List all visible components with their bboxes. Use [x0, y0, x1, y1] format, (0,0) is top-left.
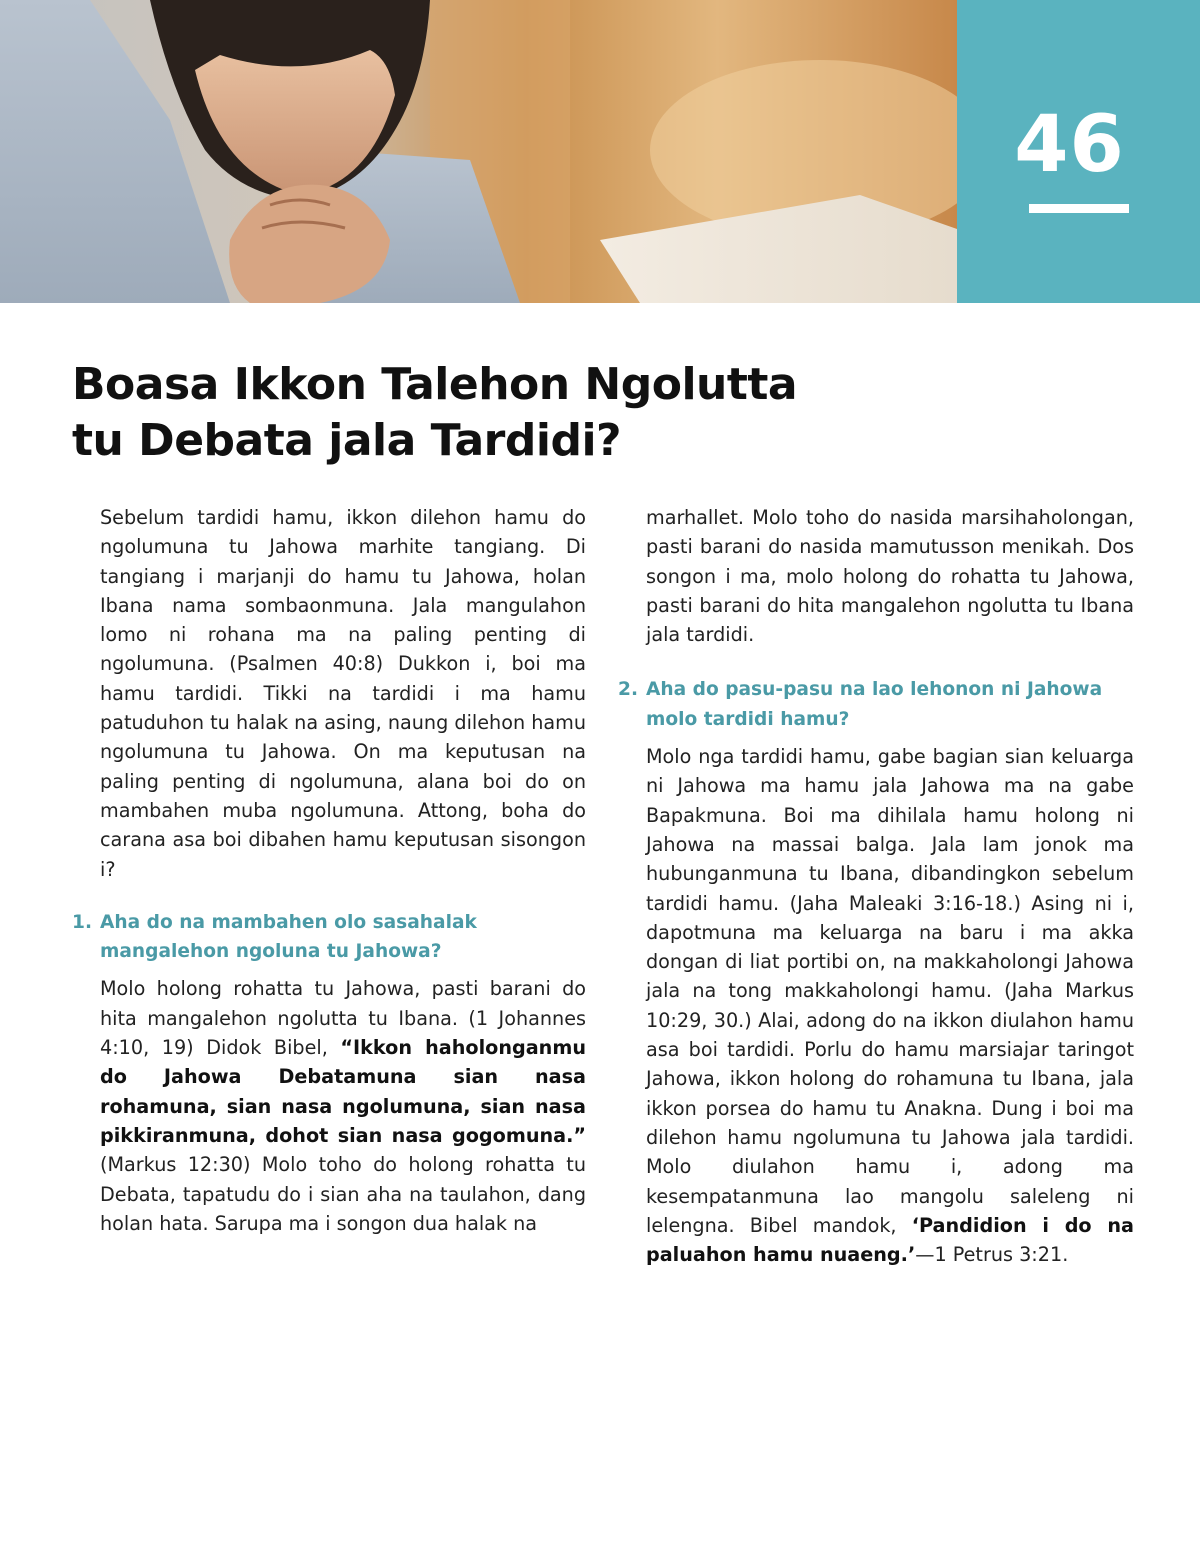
answer-1-scripture-quote: “Ikkon haholonganmu do Jahowa Debatamuna sian nasa rohamuna, sian nasa ngolumuna, sian nasa pikkiranmuna, dohot sian nasa gogomuna.” [100, 1036, 586, 1147]
question-2-text: Aha do pasu-pasu na lao lehonon ni Jahowa molo tardidi hamu? [646, 679, 1103, 730]
answer-1-text-start: Molo holong rohatta tu Jahowa, pasti barani do hita mangalehon ngolutta tu Ibana. (1 Johannes 4:10, 19) Didok Bibel, [100, 977, 586, 1060]
lesson-number: 46 [1014, 100, 1125, 190]
question-1 [72, 908, 586, 967]
answer-1-text-end: (Markus 12:30) Molo toho do holong rohatta tu Debata, tapatudu do i sian aha na taulahon, dang holan hata. Sarupa ma i songon dua halak na [100, 1153, 586, 1235]
lesson-number-underline [1029, 204, 1129, 213]
praying-man-illustration [0, 0, 957, 303]
left-column [72, 503, 586, 1238]
answer-2-scripture-quote: ‘Pandidion i do na paluahon hamu nuaeng.’ [646, 1213, 1134, 1267]
hero-photo [0, 0, 1200, 303]
answer-1-continued: marhallet. Molo toho do nasida marsihaholongan, pasti barani do nasida mamutusson menikah. Dos songon i ma, molo holong do rohatta tu Jahowa, pasti barani do hita mangalehon ngolutta tu Ibana jala tardidi. [646, 506, 1134, 647]
answer-1-paragraph [100, 974, 586, 1238]
answer-2-text-start: Molo nga tardidi hamu, gabe bagian sian keluarga ni Jahowa ma hamu jala Jahowa ma na gabe Bapakmuna. Boi ma dihilala hamu holong ni Jahowa na massai balga. Jala lam jonok ma hubunganmuna tu Ibana, dibandingkon sebelum tardidi hamu. (Jaha Maleaki 3:16-18.) Asing ni i, dapotmuna ma keluarga na baru i ma akka dongan di liat portibi on, na makkaholongi Jahowa jala na tong makkaholongi hamu. (Jaha Markus 10:29, 30.) Alai, adong do na ikkon diulahon hamu asa boi tardidi. Porlu do hamu marsiajar taringot Jahowa, ikkon holong do rohamuna tu Ibana, jala ikkon porsea do hamu tu Anakna. Dung i boi ma dilehon hamu ngolumuna tu Jahowa jala tardidi. Molo diulahon hamu i, adong ma kesempatanmuna lao mangolu saleleng ni lelengna. Bibel mandok, [646, 745, 1134, 1237]
question-1-text: Aha do na mambahen olo sasahalak mangalehon ngoluna tu Jahowa? [100, 911, 477, 963]
question-2-number: 2. [618, 679, 639, 701]
answer-2-citation: —1 Petrus 3:21. [915, 1243, 1069, 1267]
answer-2-paragraph [646, 742, 1134, 1269]
intro-paragraph: Sebelum tardidi hamu, ikkon dilehon hamu do ngolumuna tu Jahowa marhite tangiang. Di tangiang i marjanji do hamu tu Jahowa, holan Ibana nama sombaonmuna. Jala mangulahon lomo ni rohana ma na paling penting di ngolumuna. (Psalmen 40:8) Dukkon i, boi ma hamu tardidi. Tikki na tardidi i ma hamu patuduhon tu halak na asing, naung dilehon hamu ngolumuna tu Jahowa. On ma keputusan na paling penting di ngolumuna, alana boi do on mambahen muba ngolumuna. Attong, boha do carana asa boi dibahen hamu keputusan sisongon i? [100, 506, 586, 881]
page-title [72, 357, 892, 469]
page-title-line-2: tu Debata jala Tardidi? [72, 415, 622, 466]
question-1-number: 1. [72, 911, 93, 933]
lesson-number-tab [957, 0, 1200, 303]
page-title-line-1: Boasa Ikkon Talehon Ngolutta [72, 359, 798, 410]
question-2 [618, 675, 1134, 734]
right-column [618, 503, 1134, 1269]
